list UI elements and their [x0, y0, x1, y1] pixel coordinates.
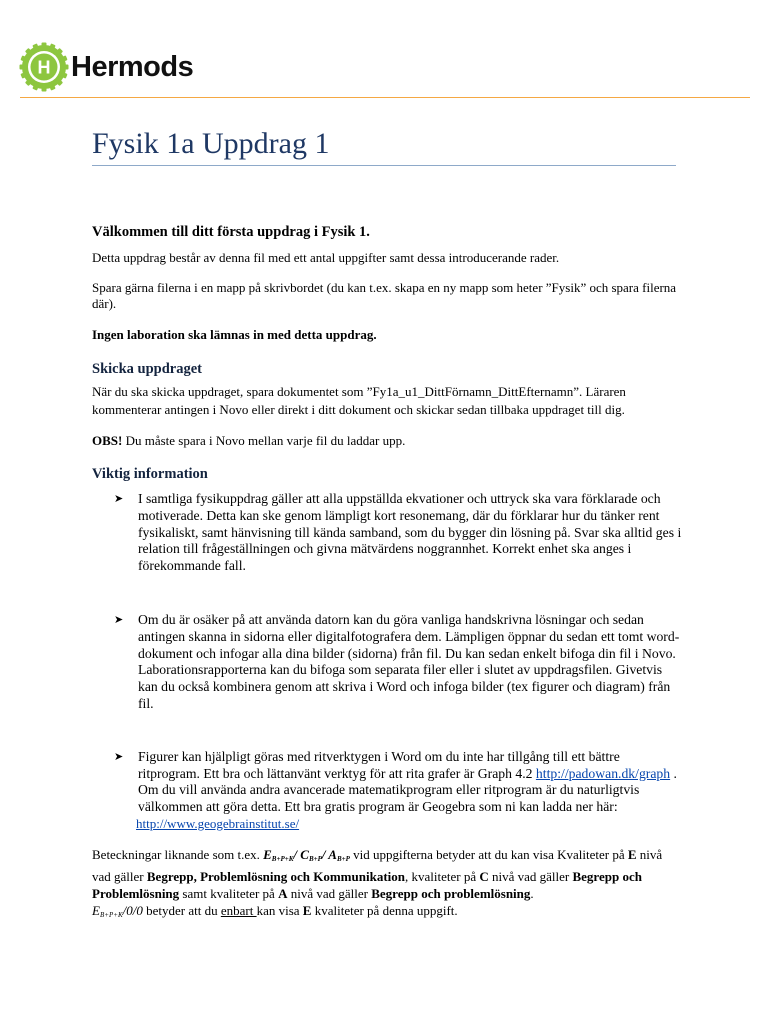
no-lab-notice: Ingen laboration ska lämnas in med detta uppdrag. [92, 327, 377, 342]
hermods-logo[interactable] [19, 42, 193, 92]
quality-e-only-symbol: $E_{B+P+K}/0/0$ [92, 902, 143, 919]
quality-slash: / [293, 846, 301, 862]
logo-wordmark: Hermods [71, 50, 194, 83]
geogebra-link-line [92, 816, 682, 832]
quality-text: nivå vad gäller [92, 846, 663, 884]
info-heading: Viktig information [92, 466, 208, 482]
quality-slash: / [321, 846, 329, 862]
geogebra-link[interactable]: http://www.geogebrainstitut.se/ [136, 815, 300, 831]
quality-a-symbol: $A_{B+P}$ [328, 846, 350, 863]
quality-text: . [530, 885, 534, 901]
welcome-heading: Välkommen till ditt första uppdrag i Fysik 1. [92, 224, 370, 240]
obs-label: OBS! [92, 433, 123, 448]
list-item [92, 491, 682, 575]
document-body [92, 224, 682, 924]
bullet-text-3b: . Om du vill använda andra avancerade matematikprogram eller ritprogram är du naturligtvis välkommen att göra detta. Ett bra gratis program är Geogebra som ni kan ladda ner här: [138, 765, 677, 815]
bullet-text-2: Om du är osäker på att använda datorn kan du göra vanliga handskrivna lösningar och sedan antingen skanna in sidorna eller digitalfotografera dem. Lämpligen öppnar du sedan ett tomt word-dokument och infogar alla dina bilder (sidorna) från fil. Du kan sedan enkelt bifoga din fil i Novo. Laborationsrapporterna kan du bifoga som separata filer eller i slutet av uppdragsfilen. Givetvis kan du också kombinera genom att skriva i Word och infoga bilder (tex figurer och diagram) från fil. [138, 611, 680, 711]
intro-paragraph-1: Detta uppdrag består av denna fil med ett antal uppgifter samt dessa introducerande rader. [92, 250, 560, 265]
bullet-text-1: I samtliga fysikuppdrag gäller att alla uppställda ekvationer och uttryck ska vara förklarade och motiverade. Detta kan ske genom lämpligt kort resonemang, där du förklarar hur du tänker rent fysikaliskt, samt hänvisning till kända samband, som du bygger din lösning på. Svar ska alltid ges i relation till frågeställningen och givna mätvärdens noggrannhet. Korrekt enhet ska anges i förekommande fall. [138, 491, 682, 574]
quality-text: Beteckningar liknande som t.ex. [92, 846, 264, 862]
quality-c-grade: C [479, 868, 489, 884]
send-heading: Skicka uppdraget [92, 361, 202, 377]
logo-letter: H [37, 57, 51, 78]
quality-text: samt kvaliteter på [179, 885, 279, 901]
quality-a-criteria: Begrepp och problemlösning [371, 885, 531, 901]
quality-text: nivå vad gäller [488, 868, 573, 884]
arrow-bullet-icon: ➤ [114, 613, 124, 626]
quality-text: vid uppgifterna betyder att du kan visa Kvaliteter på [349, 846, 628, 862]
padowan-graph-link[interactable]: http://padowan.dk/graph [535, 765, 671, 781]
quality-text: nivå vad gäller [287, 885, 372, 901]
send-paragraph: När du ska skicka uppdraget, spara dokumentet som ”Fy1a_u1_DittFörnamn_DittEfternamn”. Läraren kommenterar antingen i Novo eller direkt i ditt dokument och skickar sedan tillbaka uppdraget till dig. [92, 384, 626, 417]
bullet-text-3a: Figurer kan hjälpligt göras med ritverktygen i Word om du inte har tillgång till ett bättre ritprogram. Ett bra och lättanvänt verktyg för att rita grafer är Graph 4.2 [138, 748, 620, 781]
intro-paragraph-2: Spara gärna filerna i en mapp på skrivbordet (du kan t.ex. skapa en ny mapp som heter ”Fysik” och spara filerna där). [92, 280, 677, 311]
quality-e-grade: E [627, 846, 637, 862]
quality-e-criteria: Begrepp, Problemlösning och Kommunikation [146, 868, 405, 884]
quality-text: betyder att du [142, 902, 221, 918]
quality-c-symbol: $C_{B+P}$ [300, 846, 322, 863]
hermods-badge-icon [19, 42, 69, 92]
header-divider [20, 97, 750, 98]
list-item [92, 749, 682, 816]
title-underline [92, 165, 676, 166]
info-list [92, 491, 682, 816]
arrow-bullet-icon: ➤ [114, 493, 124, 505]
quality-e-symbol: $E_{B+P+K}$ [263, 846, 294, 863]
quality-c-criteria: Begrepp och Problemlösning [92, 868, 642, 901]
obs-paragraph [92, 433, 682, 449]
quality-text: , kvaliteter på [404, 868, 480, 884]
obs-text: Du måste spara i Novo mellan varje fil du laddar upp. [122, 433, 406, 448]
quality-a-grade: A [278, 885, 288, 901]
quality-text: kvaliteter på denna uppgift. [311, 902, 458, 918]
arrow-bullet-icon: ➤ [114, 750, 124, 763]
quality-only-word: enbart [220, 902, 257, 918]
quality-text: kan visa [256, 902, 303, 918]
quality-e-grade: E [302, 902, 312, 918]
quality-paragraph [92, 846, 682, 924]
page-title: Fysik 1a Uppdrag 1 [92, 127, 330, 160]
list-item [92, 612, 682, 713]
